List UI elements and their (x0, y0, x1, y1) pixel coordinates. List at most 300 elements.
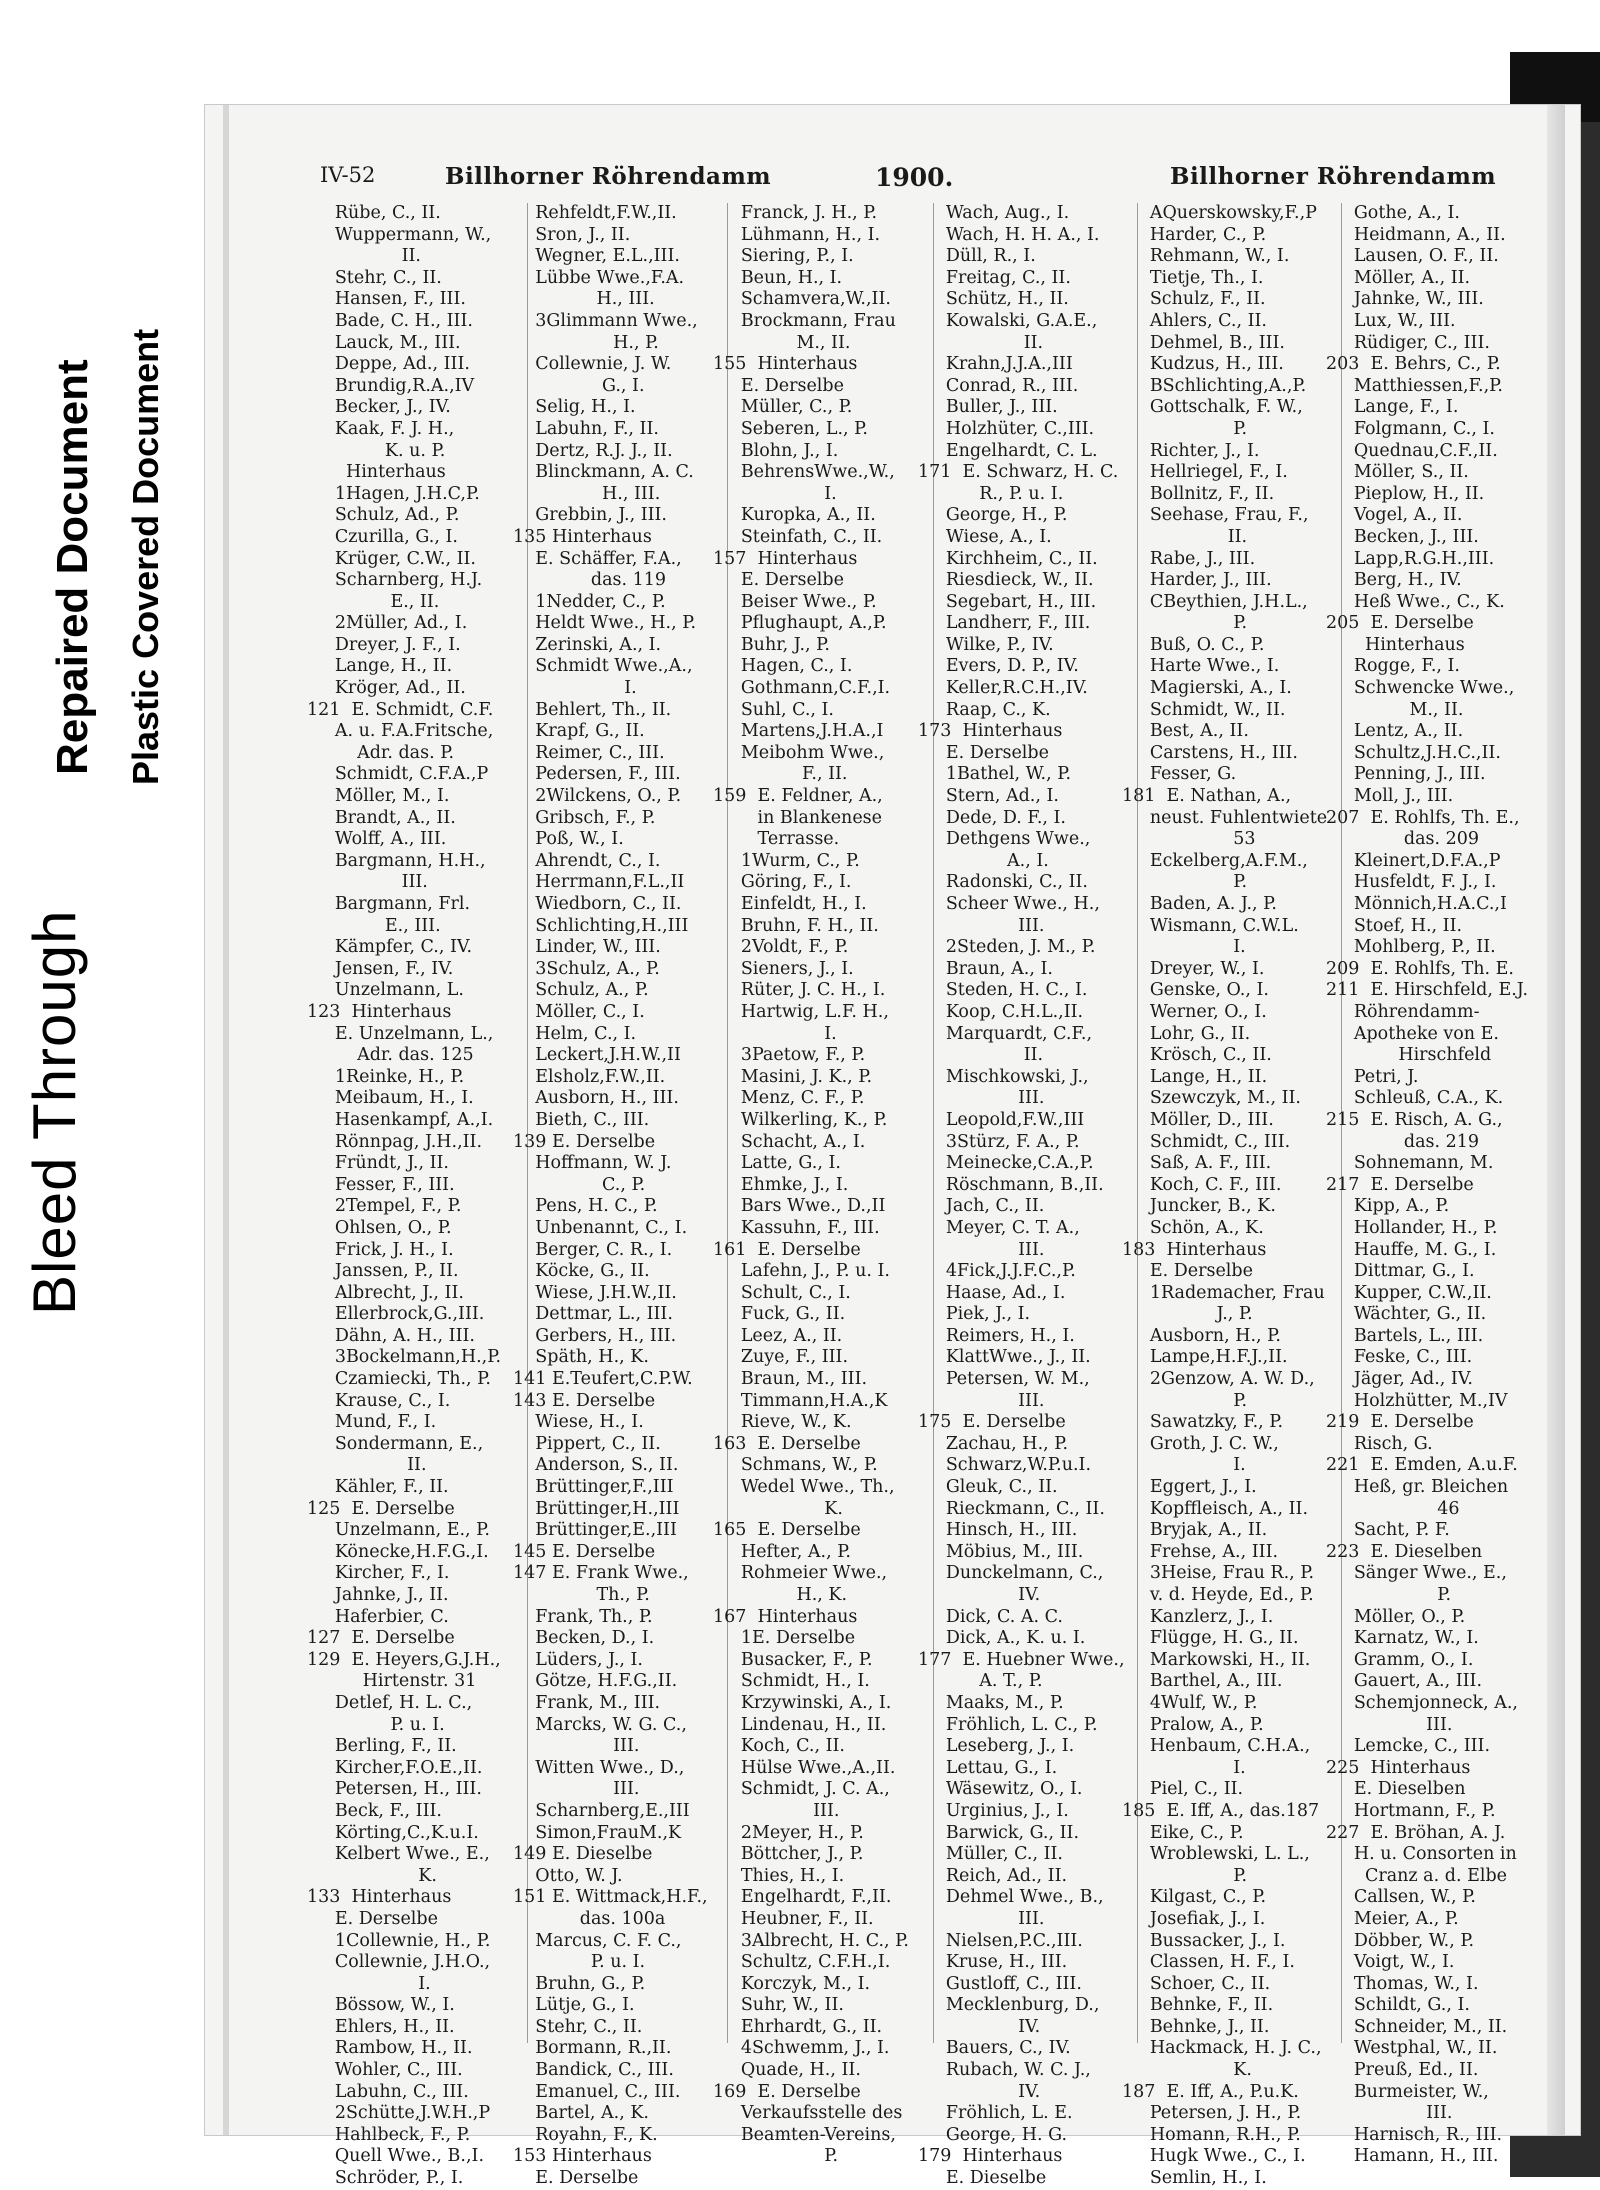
directory-entry: 215 E. Risch, A. G., (1326, 1109, 1503, 1130)
directory-entry: Böttcher, J., P. (713, 1844, 864, 1865)
directory-entry: Lühmann, H., I. (713, 224, 881, 245)
directory-entry: K. (1122, 2060, 1252, 2081)
directory-entry: Ausborn, H., III. (513, 1088, 679, 1109)
directory-entry: Grebbin, J., III. (513, 505, 667, 526)
directory-entry: Wismann, C.W.L. (1122, 915, 1299, 936)
directory-entry: 139 E. Derselbe (513, 1131, 656, 1152)
directory-entry: 121 E. Schmidt, C.F. (307, 699, 494, 720)
directory-entry: Emanuel, C., III. (513, 2081, 681, 2102)
directory-entry: 175 E. Derselbe (918, 1412, 1066, 1433)
directory-entry: Radonski, C., II. (918, 872, 1088, 893)
directory-entry: 171 E. Schwarz, H. C. (918, 462, 1119, 483)
document-page (205, 105, 1580, 2189)
directory-entry: das. 100a (513, 1908, 666, 1929)
directory-entry: Düll, R., I. (918, 246, 1036, 267)
directory-entry: 165 E. Derselbe (713, 1520, 861, 1541)
directory-entry: I. (307, 1973, 431, 1994)
directory-entry: 141 E.Teufert,C.P.W. (513, 1369, 693, 1390)
directory-entry: IV. (918, 1585, 1041, 1605)
directory-entry: Kassuhn, F., III. (713, 1217, 880, 1238)
directory-entry: Piel, C., II. (1122, 1779, 1244, 1800)
directory-entry: Rambow, H., II. (307, 2038, 473, 2059)
directory-entry: II. (307, 246, 421, 267)
directory-entry: Royahn, F., K. (513, 2124, 658, 2145)
directory-entry: Ellerbrock,G.,III. (307, 1304, 485, 1325)
directory-entry: 3Albrecht, H. C., P. (713, 1930, 909, 1951)
directory-entry: Meinecke,C.A.,P. (918, 1153, 1094, 1174)
directory-entry: 167 Hinterhaus (713, 1606, 858, 1627)
directory-entry: Kudzus, H., III. (1122, 354, 1284, 375)
directory-entry: Rehfeldt,F.W.,II. (513, 203, 677, 223)
directory-entry: Deppe, Ad., III. (307, 354, 470, 375)
directory-entry: Lausen, O. F., II. (1326, 246, 1499, 267)
directory-entry: Kopffleisch, A., II. (1122, 1498, 1309, 1519)
directory-entry: E. Derselbe (1122, 1261, 1253, 1282)
directory-entry: Jach, C., II. (918, 1196, 1045, 1217)
directory-entry: Lindenau, H., II. (713, 1714, 887, 1735)
directory-entry: Krause, C., I. (307, 1390, 451, 1411)
directory-entry: Gottschalk, F. W., (1122, 397, 1303, 418)
directory-entry: Kircher, F., I. (307, 1563, 450, 1584)
directory-entry: Steden, H. C., I. (918, 980, 1088, 1001)
directory-entry: 1Reinke, H., P. (307, 1066, 465, 1087)
directory-entry: III. (918, 1239, 1045, 1260)
directory-entry: Hollander, H., P. (1326, 1217, 1498, 1238)
directory-entry: Röschmann, B.,II. (918, 1174, 1104, 1195)
directory-entry: Wuppermann, W., (307, 224, 492, 245)
directory-entry: Buller, J., III. (918, 397, 1058, 418)
directory-entry: Dähn, A. H., III. (307, 1325, 475, 1346)
directory-entry: Martens,J.H.A.,I (713, 721, 884, 742)
directory-entry: Krzywinski, A., I. (713, 1692, 892, 1713)
directory-entry: Segebart, H., III. (918, 591, 1097, 612)
directory-entry: 205 E. Derselbe (1326, 613, 1474, 634)
directory-entry: H., K. (713, 1585, 848, 1605)
directory-entry: III. (513, 1736, 640, 1757)
directory-entry: III. (513, 1779, 640, 1800)
directory-entry: 147 E. Frank Wwe., (513, 1563, 689, 1584)
directory-entry: E., II. (307, 591, 440, 612)
directory-entry: Schulz, F., II. (1122, 289, 1266, 310)
directory-entry: Scheer Wwe., H., (918, 894, 1100, 914)
directory-entry: Dreyer, W., I. (1122, 958, 1265, 979)
directory-entry: Schildt, G., I. (1326, 1995, 1470, 2016)
directory-entry: 1E. Derselbe (713, 1628, 856, 1649)
directory-entry: Hasenkampf, A.,I. (307, 1109, 494, 1130)
directory-entry: Quell Wwe., B.,I. (307, 2146, 485, 2167)
directory-entry: Mecklenburg, D., (918, 1995, 1100, 2016)
directory-entry: Mohlberg, P., II. (1326, 937, 1496, 958)
directory-entry: Sänger Wwe., E., (1326, 1563, 1507, 1584)
directory-entry: Fründt, J., II. (307, 1153, 449, 1174)
directory-entry: Kruse, H., III. (918, 1952, 1068, 1973)
directory-column-2 (513, 203, 723, 2190)
directory-entry: III. (918, 1908, 1045, 1929)
directory-entry: 2Schütte,J.W.H.,P (307, 2103, 491, 2124)
directory-entry: Feske, C., III. (1326, 1347, 1473, 1368)
directory-entry: Buhr, J., P. (713, 634, 830, 655)
directory-entry: Jahnke, W., III. (1326, 289, 1484, 310)
directory-entry: Bryjak, A., II. (1122, 1520, 1268, 1541)
directory-entry: Harder, C., P. (1122, 224, 1267, 245)
directory-entry: 2Wilckens, O., P. (513, 786, 682, 807)
directory-entry: CBeythien, J.H.L., (1122, 591, 1308, 612)
directory-entry: Frehse, A., III. (1122, 1541, 1279, 1562)
directory-entry: Voigt, W., I. (1326, 1952, 1455, 1973)
directory-entry: Pedersen, F., III. (513, 764, 681, 785)
directory-entry: P. (1122, 613, 1248, 634)
directory-entry: Schmidt Wwe.,A., (513, 656, 693, 677)
directory-entry: Steinfath, C., II. (713, 526, 883, 547)
directory-entry: Krösch, C., II. (1122, 1045, 1272, 1066)
directory-entry: 53 (1122, 829, 1256, 850)
directory-entry: Bauers, C., IV. (918, 2038, 1071, 2059)
directory-entry: 127 E. Derselbe (307, 1628, 455, 1649)
directory-entry: Seberen, L., P. (713, 418, 868, 439)
directory-entry: Reimer, C., III. (513, 742, 665, 763)
directory-entry: Sacht, P. F. (1326, 1520, 1450, 1541)
directory-entry: Meibaum, H., I. (307, 1088, 474, 1109)
directory-entry: Maaks, M., P. (918, 1692, 1064, 1713)
directory-entry: Schmans, W., P. (713, 1455, 878, 1476)
directory-entry: Burmeister, W., (1326, 2081, 1489, 2102)
directory-entry: Koch, C., II. (713, 1736, 845, 1757)
directory-entry: Krapf, G., II. (513, 721, 645, 742)
directory-entry: Dertz, R.J. J., II. (513, 440, 673, 461)
directory-entry: Ehmke, J., I. (713, 1174, 849, 1195)
directory-entry: Braun, M., III. (713, 1369, 868, 1390)
directory-entry: Preuß, Ed., II. (1326, 2060, 1479, 2081)
directory-entry: Müller, C., II. (918, 1844, 1063, 1865)
directory-entry: F., II. (713, 764, 848, 785)
directory-entry: Rieckmann, C., II. (918, 1498, 1105, 1519)
directory-entry: Rieve, W., K. (713, 1412, 852, 1433)
directory-entry: Kirchheim, C., II. (918, 548, 1098, 569)
directory-entry: Dick, C. A. C. (918, 1606, 1063, 1627)
directory-entry: Scharnberg,E.,III (513, 1800, 690, 1821)
directory-entry: Schulz, A., P. (513, 980, 649, 1001)
directory-entry: Carstens, H., III. (1122, 742, 1298, 763)
directory-entry: Schulz, Ad., P. (307, 505, 460, 526)
directory-entry: Möbius, M., III. (918, 1541, 1084, 1562)
directory-entry: Poß, W., I. (513, 829, 624, 850)
directory-entry: Wiedborn, C., II. (513, 894, 682, 914)
directory-entry: Kupper, C.W.,II. (1326, 1282, 1492, 1303)
directory-entry: Reich, Ad., II. (918, 1865, 1068, 1886)
directory-entry: Möller, D., III. (1122, 1109, 1274, 1130)
directory-entry: Gribsch, F., P. (513, 807, 656, 828)
directory-entry: K. u. P. (307, 440, 446, 461)
directory-entry: Matthiessen,F.,P. (1326, 375, 1503, 396)
directory-entry: Cranz a. d. Elbe (1326, 1865, 1507, 1886)
directory-entry: Tietje, Th., I. (1122, 267, 1264, 288)
directory-entry: BehrensWwe.,W., (713, 462, 895, 483)
directory-entry: Haferbier, C. (307, 1606, 449, 1627)
directory-entry: Kelbert Wwe., E., (307, 1844, 490, 1865)
directory-entry: I. (1122, 937, 1246, 958)
directory-entry: Bargmann, Frl. (307, 894, 471, 914)
directory-entry: Bussacker, J., I. (1122, 1930, 1286, 1951)
directory-entry: Piek, J., I. (918, 1304, 1031, 1325)
directory-entry: Risch, G. (1326, 1433, 1433, 1454)
directory-entry: Bollnitz, F., II. (1122, 483, 1275, 504)
directory-entry: Hülse Wwe.,A.,II. (713, 1757, 896, 1778)
directory-entry: Barwick, G., II. (918, 1822, 1080, 1843)
directory-entry: Lettau, G., I. (918, 1757, 1058, 1778)
page-number: IV-52 (320, 163, 376, 187)
directory-entry: Groth, J. C. W., (1122, 1433, 1279, 1454)
directory-entry: Ahlers, C., II. (1122, 310, 1267, 331)
directory-entry: 125 E. Derselbe (307, 1498, 455, 1519)
directory-entry: Dittmar, G., I. (1326, 1261, 1475, 1282)
directory-entry: Rönnpag, J.H.,II. (307, 1131, 483, 1152)
directory-entry: Leez, A., II. (713, 1325, 843, 1346)
directory-entry: 3Paetow, F., P. (713, 1045, 866, 1066)
directory-entry: Petersen, H., III. (307, 1779, 482, 1800)
directory-entry: Marcus, C. F. C., (513, 1930, 682, 1951)
directory-entry: 179 Hinterhaus (918, 2146, 1063, 2167)
directory-entry: Berger, C. R., I. (513, 1239, 673, 1260)
directory-entry: Hamann, H., III. (1326, 2146, 1499, 2167)
directory-entry: Landherr, F., III. (918, 613, 1091, 634)
directory-entry: Gerbers, H., III. (513, 1325, 677, 1346)
directory-entry: 2Meyer, H., P. (713, 1822, 864, 1843)
directory-entry: Brockmann, Frau (713, 310, 896, 331)
directory-entry: Callsen, W., P. (1326, 1887, 1476, 1908)
directory-entry: E. Derselbe (713, 570, 844, 591)
directory-entry: Unbenannt, C., I. (513, 1217, 688, 1238)
directory-entry: Lentz, A., II. (1326, 721, 1464, 742)
directory-entry: 3Glimmann Wwe., (513, 310, 698, 331)
directory-entry: 2Genzow, A. W. D., (1122, 1369, 1315, 1390)
directory-entry: Behlert, Th., II. (513, 699, 672, 720)
directory-entry: BSchlichting,A.,P. (1122, 375, 1307, 396)
label-plastic-covered-document: Plastic Covered Document (125, 328, 166, 785)
directory-entry: Beck, F., III. (307, 1800, 442, 1821)
directory-entry: Koch, C. F., III. (1122, 1174, 1282, 1195)
directory-entry: Beiser Wwe., P. (713, 591, 877, 612)
directory-entry: Nielsen,P.C.,III. (918, 1930, 1083, 1951)
directory-entry: Möller, C., I. (513, 1001, 645, 1022)
directory-entry: Müller, C., P. (713, 397, 853, 418)
directory-entry: Berling, F., II. (307, 1736, 457, 1757)
directory-entry: Lauck, M., III. (307, 332, 461, 353)
directory-entry: Marquardt, C.F., (918, 1023, 1093, 1044)
directory-entry: 177 E. Huebner Wwe., (918, 1649, 1125, 1670)
directory-entry: III. (307, 872, 428, 893)
directory-entry: Albrecht, J., II. (307, 1282, 464, 1303)
directory-entry: Ehlers, H., II. (307, 2016, 455, 2037)
directory-entry: Unzelmann, E., P. (307, 1520, 490, 1541)
directory-entry: Lapp,R.G.H.,III. (1326, 548, 1495, 569)
directory-entry: Henbaum, C.H.A., (1122, 1736, 1311, 1757)
directory-entry: Westphal, W., II. (1326, 2038, 1498, 2059)
directory-entry: Mund, F., I. (307, 1412, 437, 1433)
directory-entry: Wiese, J.H.W.,II. (513, 1282, 677, 1303)
directory-entry: Dreyer, J. F., I. (307, 634, 461, 655)
directory-entry: Brüttinger,F.,III (513, 1477, 674, 1498)
directory-entry: 2Voldt, F., P. (713, 937, 849, 958)
directory-entry: Gustloff, C., III. (918, 1973, 1082, 1994)
directory-entry: Becken, J., III. (1326, 526, 1479, 547)
directory-entry: 149 E. Dieselbe (513, 1844, 653, 1865)
directory-entry: Berg, H., IV. (1326, 570, 1462, 591)
directory-entry: Bormann, R.,II. (513, 2038, 672, 2059)
directory-entry: Rohmeier Wwe., (713, 1563, 888, 1584)
directory-entry: Fuck, G., II. (713, 1304, 846, 1325)
directory-entry: Sron, J., II. (513, 224, 631, 245)
directory-entry: Czamiecki, Th., P. (307, 1369, 491, 1390)
directory-entry: Lafehn, J., P. u. I. (713, 1261, 890, 1282)
directory-entry: Wilkerling, K., P. (713, 1109, 888, 1130)
directory-entry: Collewnie, J. W. (513, 354, 672, 375)
directory-entry: II. (918, 1045, 1044, 1066)
directory-entry: Lampe,H.F.J.,II. (1122, 1347, 1288, 1368)
directory-entry: Rübe, C., II. (307, 203, 441, 223)
directory-entry: Quednau,C.F.,II. (1326, 440, 1498, 461)
directory-entry: I. (1122, 1455, 1246, 1476)
directory-entry: Brüttinger,E.,III (513, 1520, 677, 1541)
directory-entry: 183 Hinterhaus (1122, 1239, 1267, 1260)
directory-entry: Ehrhardt, G., II. (713, 2016, 883, 2037)
directory-entry: Beun, H., I. (713, 267, 843, 288)
directory-entry: Kröger, Ad., II. (307, 678, 466, 699)
directory-entry: 1Bathel, W., P. (918, 764, 1072, 785)
directory-entry: 155 Hinterhaus (713, 354, 858, 375)
directory-entry: Schmidt, H., I. (713, 1671, 870, 1692)
directory-entry: Bartel, A., K. (513, 2103, 649, 2124)
directory-entry: 173 Hinterhaus (918, 721, 1063, 742)
directory-entry: Detlef, H. L. C., (307, 1692, 473, 1713)
directory-entry: George, H. G. (918, 2124, 1068, 2145)
directory-entry: Schmidt, W., II. (1122, 699, 1286, 720)
directory-entry: II. (1122, 526, 1248, 547)
label-bleed-through: Bleed Through (21, 909, 88, 1315)
directory-entry: Hinterhaus (1326, 634, 1465, 655)
directory-entry: Elsholz,F.W.,II. (513, 1066, 666, 1087)
directory-entry: H., III. (513, 289, 655, 310)
directory-entry: Baden, A. J., P. (1122, 894, 1277, 914)
directory-entry: 3Schulz, A., P. (513, 958, 660, 979)
directory-entry: Folgmann, C., I. (1326, 418, 1495, 439)
directory-entry: Gauert, A., III. (1326, 1671, 1483, 1692)
directory-entry: Labuhn, F., II. (513, 418, 659, 439)
directory-entry: Schleuß, C.A., K. (1326, 1088, 1504, 1109)
directory-entry: Rehmann, W., I. (1122, 246, 1290, 267)
directory-entry: Meyer, C. T. A., (918, 1217, 1080, 1238)
directory-entry: Schröder, P., I. (307, 2168, 464, 2189)
directory-entry: Wächter, G., II. (1326, 1304, 1487, 1325)
directory-entry: Wach, Aug., I. (918, 203, 1070, 223)
directory-entry: Hackmack, H. J. C., (1122, 2038, 1322, 2059)
directory-entry: Wiese, A., I. (918, 526, 1052, 547)
directory-entry: 2Tempel, F., P. (307, 1196, 462, 1217)
directory-entry: M., II. (1326, 699, 1464, 720)
directory-entry: E. Derselbe (713, 375, 844, 396)
directory-column-3 (713, 203, 928, 2168)
directory-entry: Zachau, H., P. (918, 1433, 1069, 1454)
directory-entry: Seehase, Frau, F., (1122, 505, 1309, 526)
directory-entry: Holzhüter, C.,III. (918, 418, 1095, 439)
directory-entry: 3Bockelmann,H.,P. (307, 1347, 502, 1368)
directory-entry: II. (918, 332, 1044, 353)
directory-entry: Hansen, F., III. (307, 289, 466, 310)
directory-entry: Vogel, A., II. (1326, 505, 1463, 526)
directory-entry: Pieplow, H., II. (1326, 483, 1485, 504)
directory-entry: Pralow, A., P. (1122, 1714, 1264, 1735)
directory-entry: Moll, J., III. (1326, 786, 1454, 807)
directory-entry: Möller, A., II. (1326, 267, 1471, 288)
directory-entry: Dunckelmann, C., (918, 1563, 1104, 1584)
directory-entry: Thomas, W., I. (1326, 1973, 1479, 1994)
directory-entry: Hagen, C., I. (713, 656, 853, 677)
directory-entry: Siering, P., I. (713, 246, 854, 267)
directory-entry: Juncker, B., K. (1122, 1196, 1276, 1217)
directory-entry: E. Derselbe (918, 742, 1049, 763)
directory-entry: Dick, A., K. u. I. (918, 1628, 1086, 1649)
directory-entry: Heß, gr. Bleichen (1326, 1477, 1509, 1498)
directory-entry: 4Schwemm, J., I. (713, 2038, 890, 2059)
directory-entry: Witten Wwe., D., (513, 1757, 685, 1778)
directory-entry: Lübbe Wwe.,F.A. (513, 267, 685, 288)
directory-entry: Thies, H., I. (713, 1865, 845, 1886)
directory-entry: A., I. (918, 850, 1049, 871)
directory-entry: Selig, H., I. (513, 397, 636, 418)
directory-entry: I. (1122, 1757, 1246, 1778)
directory-entry: Dehmel, B., III. (1122, 332, 1285, 353)
directory-entry: Schütz, H., II. (918, 289, 1069, 310)
directory-entry: 221 E. Emden, A.u.F. (1326, 1455, 1518, 1476)
directory-entry: Hugk Wwe., C., I. (1122, 2146, 1306, 2167)
directory-entry: Möller, O., P. (1326, 1606, 1466, 1627)
directory-entry: Sohnemann, M. (1326, 1153, 1494, 1174)
directory-entry: Barthel, A., III. (1122, 1671, 1283, 1692)
directory-entry: das. 209 (1326, 829, 1480, 850)
directory-entry: Hortmann, F., P. (1326, 1800, 1496, 1821)
directory-entry: Krahn,J.J.A.,III (918, 354, 1073, 375)
directory-entry: 123 Hinterhaus (307, 1001, 452, 1022)
directory-entry: P. (713, 2146, 839, 2167)
directory-entry: Engelhardt, F.,II. (713, 1887, 892, 1908)
directory-entry: I. (713, 483, 837, 504)
directory-entry: Bade, C. H., III. (307, 310, 473, 331)
directory-entry: Ahrendt, C., I. (513, 850, 661, 871)
directory-entry: Kircher,F.O.E.,II. (307, 1757, 483, 1778)
directory-entry: II. (307, 1455, 427, 1476)
directory-entry: 153 Hinterhaus (513, 2146, 652, 2167)
directory-entry: 1Rademacher, Frau (1122, 1282, 1325, 1303)
directory-entry: Menz, C. F., P. (713, 1088, 865, 1109)
directory-entry: E. Schäffer, F.A., (513, 548, 682, 569)
directory-entry: Szewczyk, M., II. (1122, 1088, 1301, 1109)
directory-entry: 227 E. Bröhan, A. J. (1326, 1822, 1506, 1843)
directory-entry: 181 E. Nathan, A., (1122, 786, 1292, 807)
directory-entry: 151 E. Wittmack,H.F., (513, 1887, 708, 1908)
directory-entry: Frank, M., III. (513, 1692, 661, 1713)
directory-entry: Rubach, W. C. J., (918, 2060, 1091, 2081)
directory-entry: Quade, H., II. (713, 2060, 861, 2081)
directory-entry: Braun, A., I. (918, 958, 1053, 979)
directory-entry: Jahnke, J., II. (307, 1585, 449, 1605)
directory-entry: Mönnich,H.A.C.,I (1326, 894, 1507, 914)
directory-entry: Hefter, A., P. (713, 1541, 851, 1562)
directory-entry: Becker, J., IV. (307, 397, 451, 418)
directory-entry: Petersen, J. H., P. (1122, 2103, 1302, 2124)
directory-entry: P. (1122, 418, 1248, 439)
directory-entry: I. (513, 678, 637, 699)
directory-entry: 3Stürz, F. A., P. (918, 1131, 1080, 1152)
directory-column-5 (1122, 203, 1337, 2190)
